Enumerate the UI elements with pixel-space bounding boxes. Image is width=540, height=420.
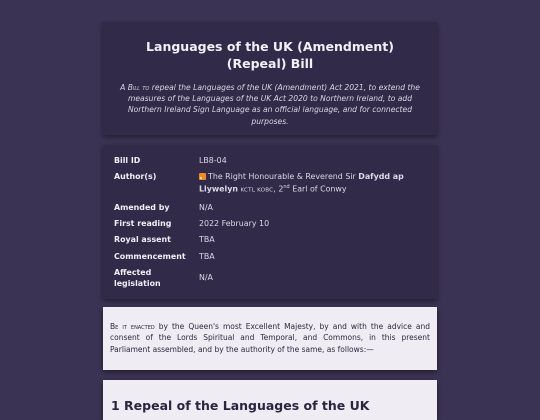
info-row-first-reading — [114, 218, 426, 229]
info-label: Royal assent — [114, 235, 171, 245]
author-ordinal: 2 — [278, 184, 284, 194]
info-row-commencement — [114, 251, 426, 262]
enacting-text: by the Queen's most Excellent Majesty, by and with the advice and consent of the Lords Spiritual and Temporal, and Commons, in this present Parliament assembled, and by the authority of the same, as follows:— — [110, 322, 430, 354]
info-row-amended-by — [114, 202, 426, 213]
info-row-authors — [114, 171, 426, 197]
info-label: Commencement — [114, 251, 186, 261]
long-title-text: repeal the Languages of the UK (Amendment) Act 2021, to extend the measures of the Languages of the UK Act 2020 to Northern Ireland, to add Northern Ireland Sign Language as an official language, and for connected purposes. — [127, 83, 420, 126]
author-suffix: Earl of Conwy — [292, 184, 347, 194]
bill-info-card — [103, 145, 437, 299]
section-heading: 1 Repeal of the Languages of the UK — [111, 398, 370, 413]
info-label: Affected legislation — [114, 267, 161, 288]
author-name[interactable]: Dafydd ap Llywelyn — [199, 172, 404, 194]
info-label: Author(s) — [114, 172, 157, 182]
info-value-authors: The Right Honourable & Reverend Sir Dafydd ap Llywelyn KCTL KOBC, 2nd Earl of Conwy — [199, 172, 404, 194]
info-label: Amended by — [114, 203, 170, 212]
info-value: LB8-04 — [199, 156, 227, 165]
enacting-formula — [110, 321, 430, 355]
title-card — [103, 22, 437, 135]
rss-feed-icon[interactable] — [199, 173, 206, 180]
info-value: N/A — [199, 272, 213, 282]
bill-title: Languages of the UK (Amendment) (Repeal) Bill — [146, 39, 394, 71]
info-value: N/A — [199, 203, 213, 212]
enacting-formula-card — [103, 307, 437, 370]
info-value: TBA — [199, 235, 215, 245]
long-title — [115, 82, 425, 127]
info-row-bill-id — [114, 155, 426, 166]
author-ordinal-suffix: nd — [283, 184, 290, 191]
section-card — [103, 380, 437, 420]
info-value: 2022 February 10 — [199, 219, 270, 229]
long-title-lead: A — [120, 83, 126, 92]
author-postnominals: KCTL KOBC — [240, 187, 274, 194]
info-row-affected-legislation — [114, 267, 426, 289]
info-label: Bill ID — [114, 156, 141, 165]
author-prefix: The Right Honourable & Reverend Sir — [208, 172, 356, 182]
info-value: TBA — [199, 251, 215, 261]
info-label: First reading — [114, 219, 172, 229]
long-title-bill-word: Bill to — [127, 83, 150, 92]
info-row-royal-assent — [114, 234, 426, 245]
enacting-lead: Be it enacted — [110, 322, 155, 331]
